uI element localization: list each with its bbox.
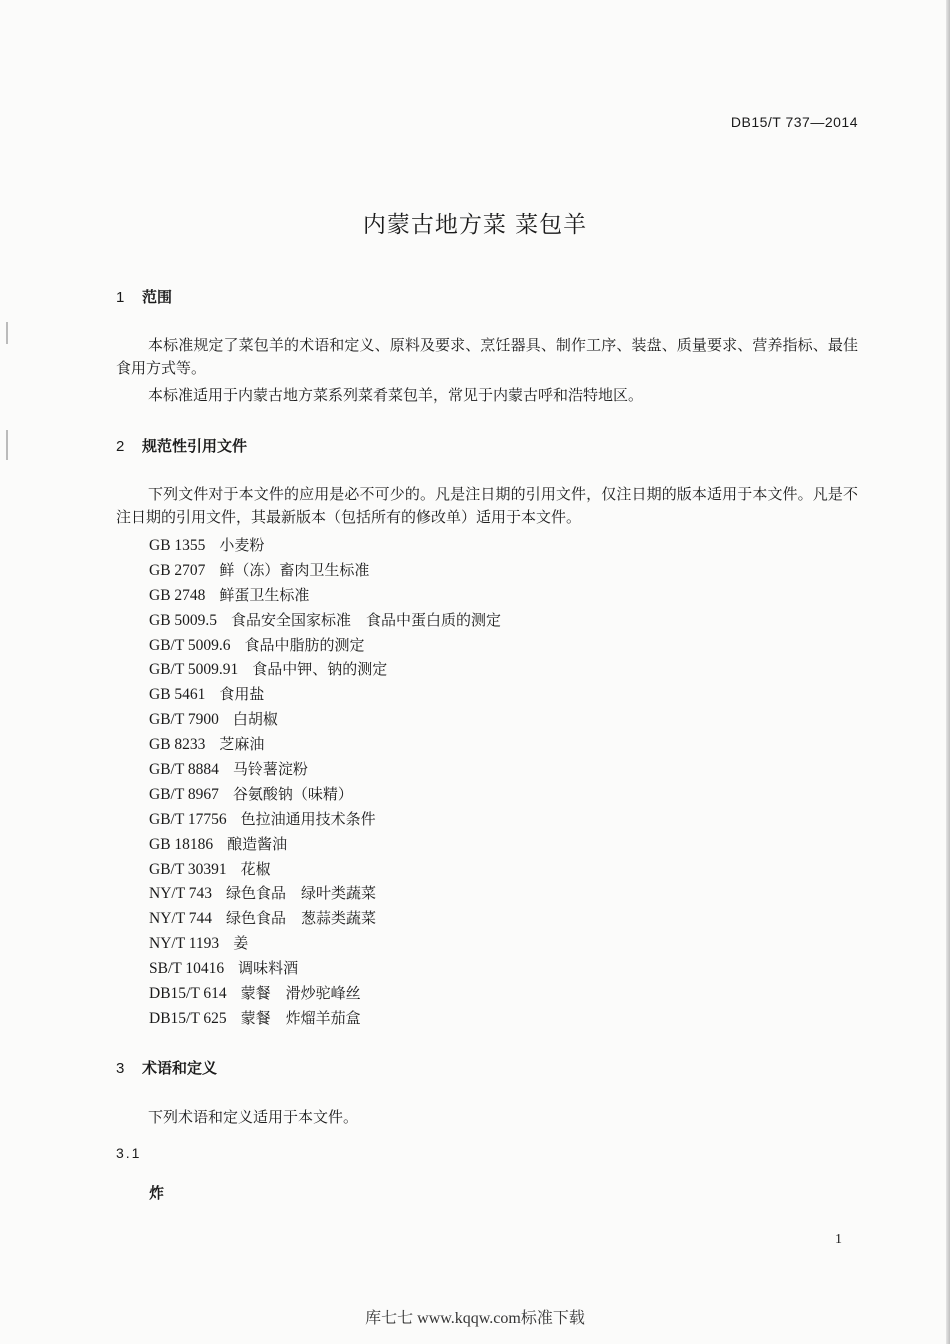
reference-code: GB 5009.5: [149, 611, 218, 629]
reference-title: 马铃薯淀粉: [232, 760, 308, 779]
reference-item: [149, 931, 501, 956]
reference-code: GB/T 5009.91: [149, 661, 239, 679]
reference-item: [149, 533, 501, 558]
reference-item: [149, 782, 501, 807]
reference-item: [149, 881, 501, 906]
reference-item: [149, 857, 501, 882]
scope-paragraph-2: 本标准适用于内蒙古地方菜系列菜肴菜包羊，常见于内蒙古呼和浩特地区。: [148, 386, 644, 404]
document-title: 内蒙古地方菜 菜包羊: [362, 212, 588, 238]
reference-title: 绿色食品 葱蒜类蔬菜: [226, 909, 377, 928]
scan-margin-mark: [6, 322, 8, 344]
reference-title: 色拉油通用技术条件: [240, 809, 376, 828]
reference-item: [149, 832, 501, 857]
reference-code: SB/T 10416: [149, 960, 225, 978]
scan-margin-mark: [6, 430, 8, 460]
page-edge-shadow: [946, 0, 950, 1344]
reference-title: 食品中钾、钠的测定: [252, 660, 388, 679]
reference-code: GB/T 7900: [149, 711, 219, 729]
reference-item: [149, 906, 501, 931]
reference-item: [149, 707, 501, 732]
reference-title: 谷氨酸钠（味精）: [232, 784, 353, 803]
references-intro-paragraph: 下列文件对于本文件的应用是必不可少的。凡是注日期的引用文件，仅注日期的版本适用于本文件。凡是不注日期的引用文件，其最新版本（包括所有的修改单）适用于本文件。: [116, 485, 858, 526]
reference-code: GB 5461: [149, 686, 206, 704]
reference-item: [149, 981, 501, 1006]
reference-title: 鲜蛋卫生标准: [219, 585, 310, 604]
section-heading-terms: [116, 1057, 217, 1078]
reference-code: NY/T 744: [149, 910, 213, 928]
reference-code: GB 2707: [149, 561, 206, 579]
reference-code: GB/T 30391: [149, 860, 227, 878]
reference-title: 食用盐: [219, 685, 265, 704]
reference-title: 蒙餐 炸熘羊茄盒: [240, 1008, 361, 1027]
reference-item: [149, 657, 501, 682]
reference-title: 食品安全国家标准 食品中蛋白质的测定: [231, 610, 502, 629]
section-title: 术语和定义: [142, 1059, 218, 1077]
reference-item: [149, 757, 501, 782]
reference-title: 食品中脂肪的测定: [244, 635, 365, 654]
footer-watermark: 库七七 www.kqqw.com标准下载: [365, 1310, 585, 1327]
reference-code: DB15/T 614: [149, 985, 227, 1003]
scope-paragraph-1: 本标准规定了菜包羊的术语和定义、原料及要求、烹饪器具、制作工序、装盘、质量要求、营养指标、最佳食用方式等。: [116, 336, 858, 377]
section-number: 3: [116, 1060, 125, 1077]
reference-title: 调味料酒: [238, 959, 299, 978]
reference-item: [149, 682, 501, 707]
reference-title: 蒙餐 滑炒驼峰丝: [240, 984, 361, 1003]
reference-code: NY/T 1193: [149, 935, 220, 953]
reference-code: GB 8233: [149, 736, 206, 754]
reference-code: GB 2748: [149, 586, 206, 604]
page-number: 1: [835, 1232, 842, 1247]
reference-title: 白胡椒: [232, 710, 278, 729]
reference-title: 姜: [233, 934, 249, 953]
reference-item: [149, 1006, 501, 1031]
reference-item: [149, 583, 501, 608]
reference-title: 鲜（冻）畜肉卫生标准: [219, 560, 370, 579]
standard-number: DB15/T 737—2014: [730, 114, 858, 130]
reference-code: GB 1355: [149, 537, 206, 554]
section-heading-scope: [116, 286, 172, 307]
section-title: 规范性引用文件: [142, 437, 248, 455]
reference-code: GB/T 17756: [149, 810, 227, 828]
reference-title: 酿造酱油: [227, 834, 288, 853]
terms-intro-paragraph: 下列术语和定义适用于本文件。: [148, 1108, 359, 1126]
section-title: 范围: [142, 288, 173, 306]
reference-code: GB/T 8884: [149, 761, 219, 779]
reference-code: GB 18186: [149, 835, 214, 853]
reference-code: GB/T 5009.6: [149, 636, 231, 654]
reference-item: [149, 732, 501, 757]
reference-title: 小麦粉: [219, 536, 265, 554]
term-number: 3.1: [116, 1145, 142, 1161]
reference-code: GB/T 8967: [149, 785, 219, 803]
reference-title: 绿色食品 绿叶类蔬菜: [226, 884, 377, 903]
section-number: 2: [116, 438, 125, 455]
reference-item: [149, 807, 501, 832]
reference-list: [149, 533, 501, 1031]
reference-item: [149, 558, 501, 583]
section-number: 1: [116, 289, 125, 306]
reference-item: [149, 608, 501, 633]
term-name: 炸: [149, 1184, 165, 1202]
reference-title: 芝麻油: [219, 735, 265, 754]
reference-item: [149, 633, 501, 658]
reference-code: NY/T 743: [149, 885, 213, 903]
reference-title: 花椒: [240, 859, 271, 878]
reference-code: DB15/T 625: [149, 1009, 227, 1027]
reference-item: [149, 956, 501, 981]
section-heading-normative-references: [116, 435, 247, 456]
